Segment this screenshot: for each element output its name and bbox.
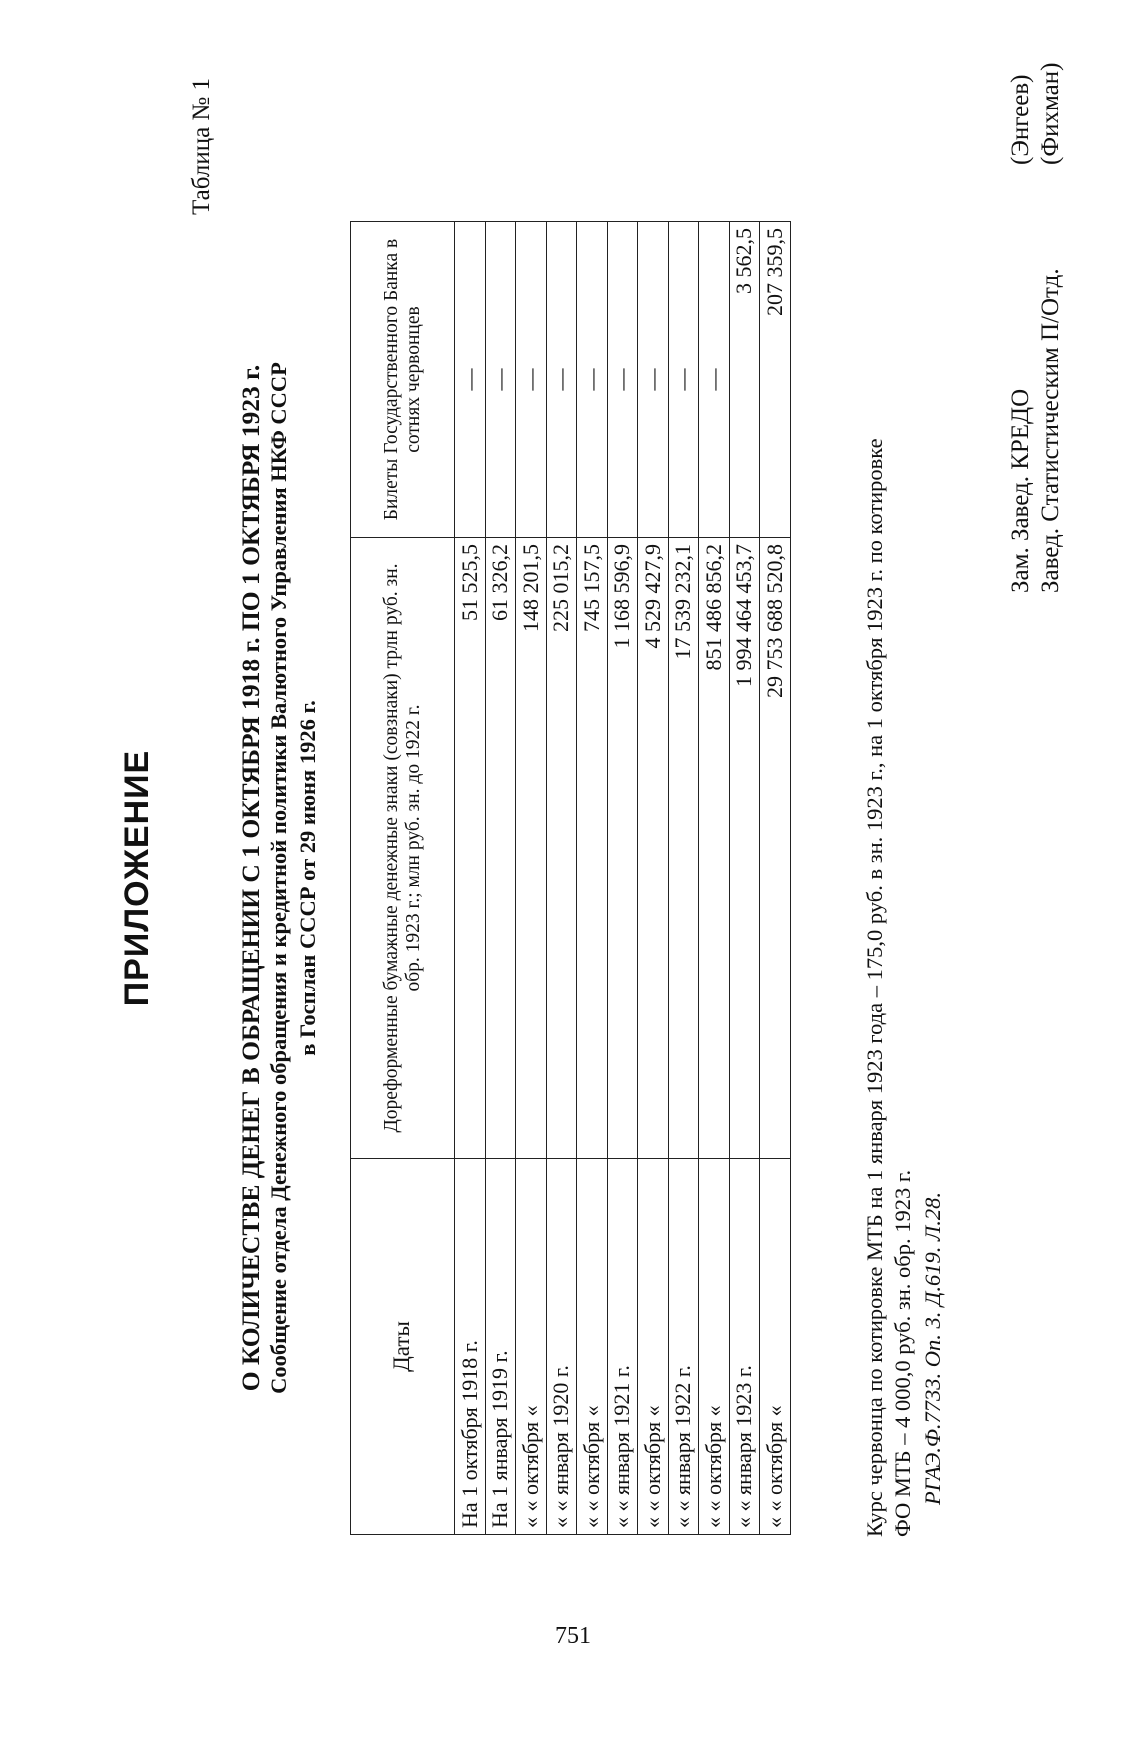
signature-head-title: Завед. Статистическим П/Отд. [1037, 268, 1064, 593]
chervontsy-cell: — [699, 222, 730, 538]
chervontsy-cell: 207 359,5 [760, 222, 791, 538]
sub-heading-line2: в Госплан СССР от 29 июня 1926 г. [295, 700, 320, 1056]
header-dates: Даты [351, 1159, 455, 1535]
chervontsy-cell: 3 562,5 [729, 222, 760, 538]
table-row [516, 222, 547, 1535]
sovznaki-cell: 851 486 856,2 [699, 538, 730, 1159]
chervontsy-cell: — [577, 222, 608, 538]
chervontsy-cell: — [638, 222, 669, 538]
header-chervontsy: Билеты Государственного Банка в сотнях червонцев [351, 222, 455, 538]
date-cell: « « января 1921 г. [607, 1159, 638, 1535]
header-sovznaki: Дореформенные бумажные денежные знаки (совзнаки) трлн руб. зн. обр. 1923 г.; млн руб. зн. до 1922 г. [351, 538, 455, 1159]
sovznaki-cell: 29 753 688 520,8 [760, 538, 791, 1159]
main-heading: О КОЛИЧЕСТВЕ ДЕНЕГ В ОБРАЩЕНИИ С 1 ОКТЯБРЯ 1918 г. ПО 1 ОКТЯБРЯ 1923 г. [236, 364, 265, 1392]
sub-heading-line1: Сообщение отдела Денежного обращения и кредитной политики Валютного Управления НКФ СССР [266, 362, 291, 1394]
chervontsy-cell: — [546, 222, 577, 538]
sovznaki-cell: 61 326,2 [485, 538, 516, 1159]
table-row [729, 222, 760, 1535]
sovznaki-cell: 17 539 232,1 [668, 538, 699, 1159]
signature-deputy-name: (Энгеев) [1007, 74, 1034, 165]
date-cell: На 1 октября 1918 г. [455, 1159, 486, 1535]
table-row [485, 222, 516, 1535]
chervontsy-cell: — [607, 222, 638, 538]
date-cell: « « октября « [638, 1159, 669, 1535]
date-cell: « « октября « [577, 1159, 608, 1535]
signature-head-name: (Фихман) [1037, 62, 1064, 165]
date-cell: « « января 1920 г. [546, 1159, 577, 1535]
exchange-rate-note-line1: Курс червонца по котировке МТБ на 1 января 1923 года – 175,0 руб. в зн. 1923 г., на 1 октября 1923 г. по котировке [862, 438, 887, 1537]
sovznaki-cell: 1 168 596,9 [607, 538, 638, 1159]
money-circulation-table [350, 221, 791, 1535]
table-row [638, 222, 669, 1535]
sovznaki-cell: 51 525,5 [455, 538, 486, 1159]
date-cell: « « октября « [760, 1159, 791, 1535]
appendix-title: ПРИЛОЖЕНИЕ [118, 749, 156, 1007]
table-row [577, 222, 608, 1535]
sovznaki-cell: 1 994 464 453,7 [729, 538, 760, 1159]
chervontsy-cell: — [455, 222, 486, 538]
chervontsy-cell: — [668, 222, 699, 538]
sovznaki-cell: 148 201,5 [516, 538, 547, 1159]
table-header-row [351, 222, 455, 1535]
date-cell: « « января 1923 г. [729, 1159, 760, 1535]
date-cell: « « октября « [516, 1159, 547, 1535]
table-row [760, 222, 791, 1535]
page-number: 751 [555, 1623, 591, 1649]
table-row [607, 222, 638, 1535]
exchange-rate-note-line2: ФО МТБ – 4 000,0 руб. зн. обр. 1923 г. [890, 1169, 915, 1537]
date-cell: « « января 1922 г. [668, 1159, 699, 1535]
date-cell: На 1 января 1919 г. [485, 1159, 516, 1535]
sovznaki-cell: 4 529 427,9 [638, 538, 669, 1159]
chervontsy-cell: — [516, 222, 547, 538]
chervontsy-cell: — [485, 222, 516, 538]
table-row [546, 222, 577, 1535]
table-row [455, 222, 486, 1535]
table-number: Таблица № 1 [188, 77, 215, 215]
table-row [668, 222, 699, 1535]
signature-deputy-title: Зам. Завед. КРЕДО [1007, 388, 1034, 593]
date-cell: « « октября « [699, 1159, 730, 1535]
table-row [699, 222, 730, 1535]
sovznaki-cell: 745 157,5 [577, 538, 608, 1159]
sovznaki-cell: 225 015,2 [546, 538, 577, 1159]
archive-source: РГАЭ.Ф.7733. Оп. 3. Д.619. Л.28. [920, 1192, 945, 1505]
